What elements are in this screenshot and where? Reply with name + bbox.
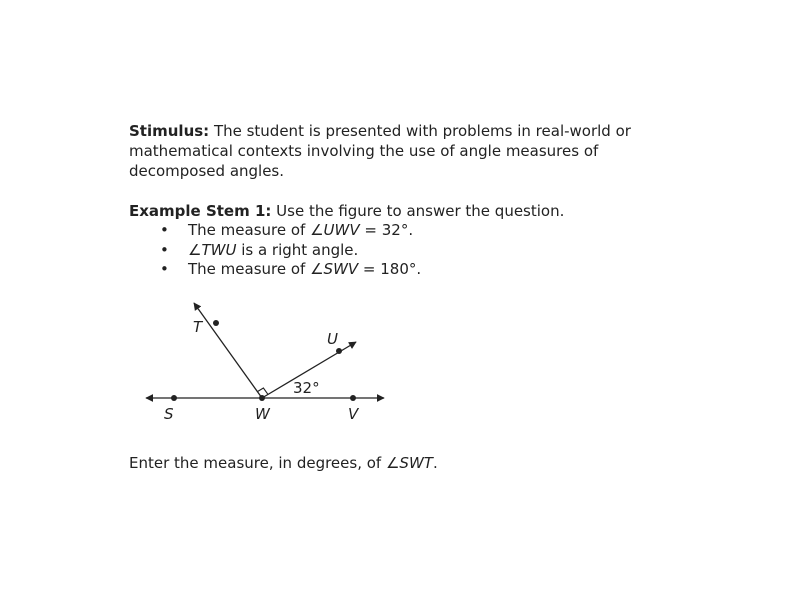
label-w: W xyxy=(255,405,270,423)
point-s xyxy=(171,395,177,401)
ray-wt xyxy=(194,303,262,398)
point-v xyxy=(350,395,356,401)
example-stem-paragraph xyxy=(129,201,689,221)
angle-figure xyxy=(140,296,400,430)
angle-name: ∠SWV xyxy=(310,260,359,278)
list-item: • The measure of ∠SWV = 180°. xyxy=(160,260,422,278)
label-s: S xyxy=(164,405,174,423)
angle-name: ∠UWV xyxy=(310,221,360,239)
given-facts-list xyxy=(129,221,689,280)
label-u: U xyxy=(327,330,338,348)
point-w xyxy=(259,395,265,401)
angle-name: ∠TWU xyxy=(188,240,237,259)
list-item: • ∠TWU is a right angle. xyxy=(160,240,359,259)
example-stem-text: Use the figure to answer the question. xyxy=(271,202,565,220)
stimulus-paragraph xyxy=(129,121,689,181)
list-item: • The measure of ∠UWV = 32°. xyxy=(160,221,414,239)
example-stem-label: Example Stem 1: xyxy=(129,202,272,220)
question-content xyxy=(129,121,689,280)
stimulus-text: The student is presented with problems in real-world or mathematical contexts involving the use of angle measures of decomposed angles. xyxy=(129,122,631,180)
label-v: V xyxy=(348,405,359,423)
question-prompt: Enter the measure, in degrees, of ∠SWT. xyxy=(129,454,438,472)
bullet-icon: • xyxy=(160,260,169,278)
stimulus-label: Stimulus: xyxy=(129,122,210,140)
angle-measure-label: 32° xyxy=(293,379,320,397)
point-u xyxy=(336,348,342,354)
label-t: T xyxy=(193,318,203,336)
point-t xyxy=(213,320,219,326)
bullet-icon: • xyxy=(160,221,169,239)
angle-name: ∠SWT xyxy=(385,454,433,472)
bullet-icon: • xyxy=(160,240,169,259)
